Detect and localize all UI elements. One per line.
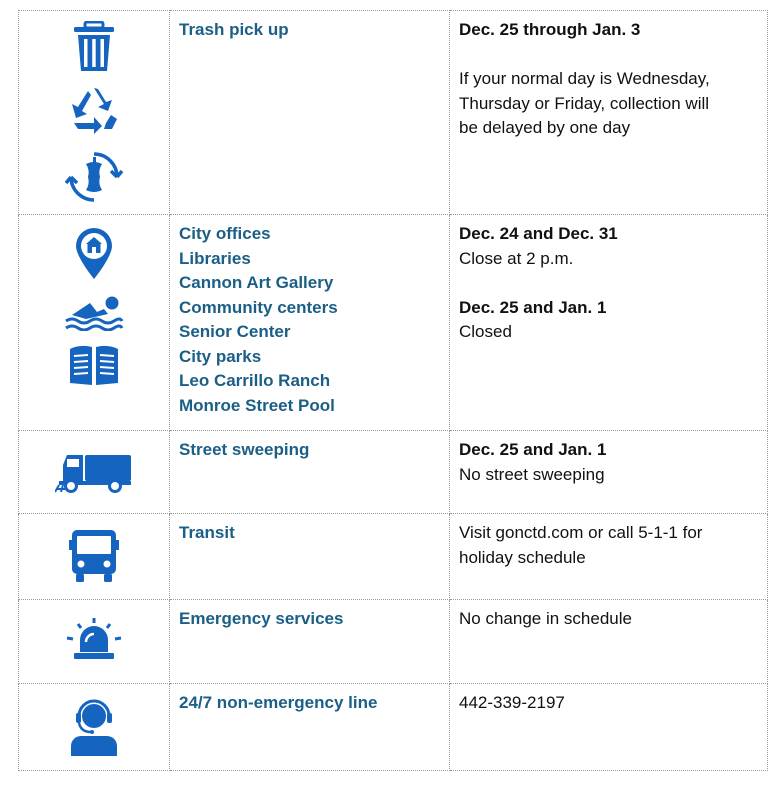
- schedule-note: Thursday or Friday, collection will: [459, 93, 710, 113]
- icon-cell: [19, 600, 170, 684]
- table-row: [19, 11, 768, 215]
- location-pin-building-icon: [73, 225, 115, 281]
- service-name: Emergency services: [179, 609, 344, 628]
- schedule-note: holiday schedule: [459, 547, 586, 567]
- spacer: [459, 43, 767, 68]
- service-name: Transit: [179, 523, 235, 542]
- service-name: Street sweeping: [179, 440, 310, 459]
- schedule-cell: [450, 11, 768, 215]
- table-row: [19, 600, 768, 684]
- icon-cell: [19, 215, 170, 431]
- schedule-date: Dec. 25 and Jan. 1: [459, 440, 607, 459]
- open-book-icon: [68, 343, 120, 387]
- schedule-note: If your normal day is Wednesday,: [459, 69, 710, 88]
- service-cell: [170, 431, 450, 514]
- compost-icon: [64, 149, 124, 205]
- service-name: Trash pick up: [179, 20, 289, 39]
- schedule-cell: [450, 514, 768, 600]
- schedule-date: Dec. 25 and Jan. 1: [459, 297, 607, 317]
- service-name: Libraries: [179, 248, 251, 268]
- service-name: City parks: [179, 346, 262, 366]
- service-cell: [170, 11, 450, 215]
- icon-cell: [19, 11, 170, 215]
- schedule-note: 442-339-2197: [459, 693, 565, 712]
- table-row: [19, 431, 768, 514]
- bus-icon: [69, 528, 119, 584]
- schedule-cell: [450, 600, 768, 684]
- service-name: Community centers: [179, 297, 338, 317]
- spacer: [459, 271, 767, 296]
- service-name: Cannon Art Gallery: [179, 273, 334, 292]
- recycling-icon: [68, 85, 120, 135]
- schedule-cell: [450, 215, 768, 431]
- table-row: [19, 514, 768, 600]
- headset-operator-icon: [67, 696, 121, 758]
- table-row: [19, 684, 768, 771]
- schedule-note: No street sweeping: [459, 464, 605, 484]
- holiday-schedule-table: [18, 10, 768, 771]
- service-name: Senior Center: [179, 322, 291, 341]
- swimmer-icon: [64, 295, 124, 331]
- service-cell: [170, 215, 450, 431]
- schedule-note: No change in schedule: [459, 609, 632, 628]
- schedule-date: Dec. 24 and Dec. 31: [459, 224, 618, 243]
- schedule-note: be delayed by one day: [459, 118, 631, 137]
- schedule-note: Visit gonctd.com or call 5-1-1 for: [459, 523, 703, 542]
- icon-cell: [19, 514, 170, 600]
- service-name: City offices: [179, 224, 271, 243]
- table-row: [19, 215, 768, 431]
- schedule-cell: [450, 684, 768, 771]
- service-cell: [170, 600, 450, 684]
- trash-can-icon: [72, 21, 116, 73]
- schedule-note: Close at 2 p.m.: [459, 248, 574, 268]
- schedule-note: Closed: [459, 322, 512, 341]
- service-cell: [170, 684, 450, 771]
- service-name: Leo Carrillo Ranch: [179, 371, 331, 390]
- icon-cell: [19, 684, 170, 771]
- service-cell: [170, 514, 450, 600]
- street-sweeper-icon: [55, 451, 133, 493]
- icon-cell: [19, 431, 170, 514]
- schedule-cell: [450, 431, 768, 514]
- emergency-siren-icon: [64, 616, 124, 664]
- schedule-date: Dec. 25 through Jan. 3: [459, 20, 641, 39]
- service-name: Monroe Street Pool: [179, 395, 335, 415]
- service-name: 24/7 non-emergency line: [179, 693, 378, 712]
